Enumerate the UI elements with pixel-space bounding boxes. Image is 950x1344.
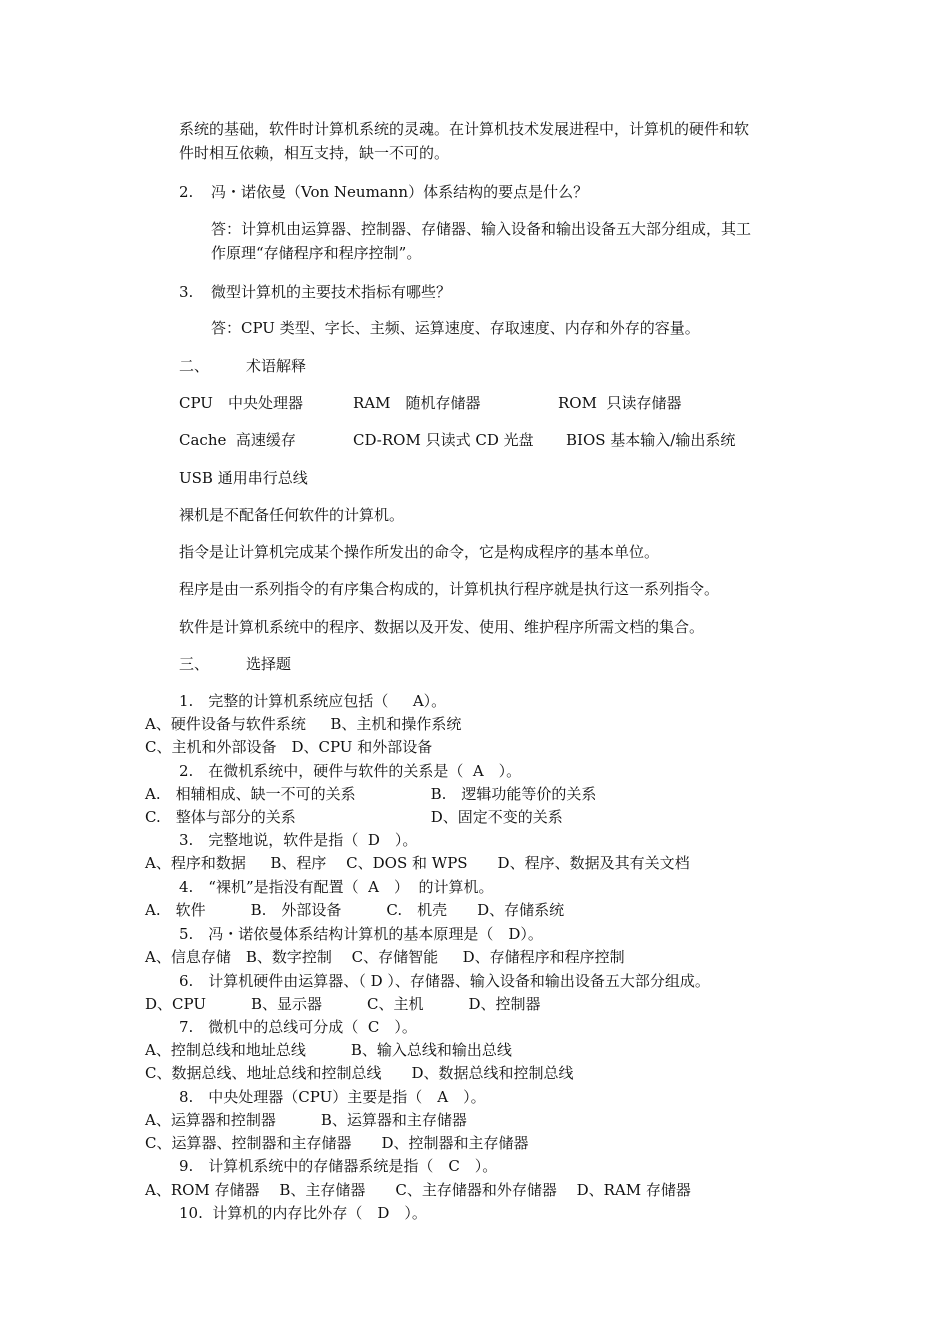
choice-question: 3. 完整地说，软件是指（ D ）。 <box>179 831 418 849</box>
section-number: 三、 <box>179 655 210 673</box>
definition-line: 裸机是不配备任何软件的计算机。 <box>179 506 405 524</box>
choice-question: 5. 冯・诺依曼体系结构计算机的基本原理是（ D）。 <box>179 925 543 943</box>
choice-options: A、ROM 存储器 B、主存储器 C、主存储器和外存储器 D、RAM 存储器 <box>145 1181 691 1199</box>
choice-question: 9. 计算机系统中的存储器系统是指（ C ）。 <box>179 1157 498 1175</box>
definition-line: 指令是让计算机完成某个操作所发出的命令，它是构成程序的基本单位。 <box>179 543 660 561</box>
choice-options: A. 软件 B. 外部设备 C. 机壳 D、存储系统 <box>145 901 565 919</box>
intro-line-2: 件时相互依赖，相互支持，缺一不可的。 <box>179 144 450 162</box>
question-number: 3. <box>179 283 194 301</box>
choice-question: 2. 在微机系统中，硬件与软件的关系是（ A ）。 <box>179 762 522 780</box>
term-entry: CPU 中央处理器 <box>179 394 303 412</box>
choice-options: C. 整体与部分的关系 D、固定不变的关系 <box>145 808 563 826</box>
definition-line: 软件是计算机系统中的程序、数据以及开发、使用、维护程序所需文档的集合。 <box>179 618 705 636</box>
choice-question: 4. “裸机”是指没有配置（ A ） 的计算机。 <box>179 878 494 896</box>
intro-line-1: 系统的基础，软件时计算机系统的灵魂。在计算机技术发展进程中，计算机的硬件和软 <box>179 120 750 138</box>
choice-options: A、硬件设备与软件系统 B、主机和操作系统 <box>145 715 462 733</box>
choice-options: C、主机和外部设备 D、CPU 和外部设备 <box>145 738 433 756</box>
choice-options: C、数据总线、地址总线和控制总线 D、数据总线和控制总线 <box>145 1064 574 1082</box>
choice-question: 1. 完整的计算机系统应包括（ A）。 <box>179 692 447 710</box>
choice-options: A、信息存储 B、数字控制 C、存储智能 D、存储程序和程序控制 <box>145 948 625 966</box>
term-entry: RAM 随机存储器 <box>353 394 481 412</box>
term-entry: USB 通用串行总线 <box>179 469 308 487</box>
term-entry: CD-ROM 只读式 CD 光盘 <box>353 431 534 449</box>
answer-line: 答：计算机由运算器、控制器、存储器、输入设备和输出设备五大部分组成，其工 <box>211 220 752 238</box>
section-title: 选择题 <box>246 655 292 673</box>
choice-question: 7. 微机中的总线可分成（ C ）。 <box>179 1018 417 1036</box>
choice-options: A、程序和数据 B、程序 C、DOS 和 WPS D、程序、数据及其有关文档 <box>145 854 690 872</box>
choice-options: D、CPU B、显示器 C、主机 D、控制器 <box>145 995 541 1013</box>
choice-question: 10. 计算机的内存比外存（ D ）。 <box>179 1204 427 1222</box>
choice-options: A. 相辅相成、缺一不可的关系 B. 逻辑功能等价的关系 <box>145 785 597 803</box>
answer-line: 作原理“存储程序和程序控制”。 <box>211 244 422 262</box>
term-entry: Cache 高速缓存 <box>179 431 296 449</box>
section-number: 二、 <box>179 357 210 375</box>
choice-question: 6. 计算机硬件由运算器、（ D ）、存储器、输入设备和输出设备五大部分组成。 <box>179 972 710 990</box>
question-text: 冯・诺依曼（Von Neumann）体系结构的要点是什么？ <box>211 183 589 201</box>
choice-options: A、运算器和控制器 B、运算器和主存储器 <box>145 1111 467 1129</box>
choice-options: C、运算器、控制器和主存储器 D、控制器和主存储器 <box>145 1134 529 1152</box>
question-text: 微型计算机的主要技术指标有哪些？ <box>211 283 452 301</box>
question-number: 2. <box>179 183 194 201</box>
term-entry: BIOS 基本输入/输出系统 <box>566 431 736 449</box>
choice-question: 8. 中央处理器（CPU）主要是指（ A ）。 <box>179 1088 486 1106</box>
definition-line: 程序是由一系列指令的有序集合构成的，计算机执行程序就是执行这一系列指令。 <box>179 580 720 598</box>
term-entry: ROM 只读存储器 <box>558 394 682 412</box>
choice-options: A、控制总线和地址总线 B、输入总线和输出总线 <box>145 1041 512 1059</box>
answer-line: 答：CPU 类型、字长、主频、运算速度、存取速度、内存和外存的容量。 <box>211 319 700 337</box>
section-title: 术语解释 <box>246 357 307 375</box>
